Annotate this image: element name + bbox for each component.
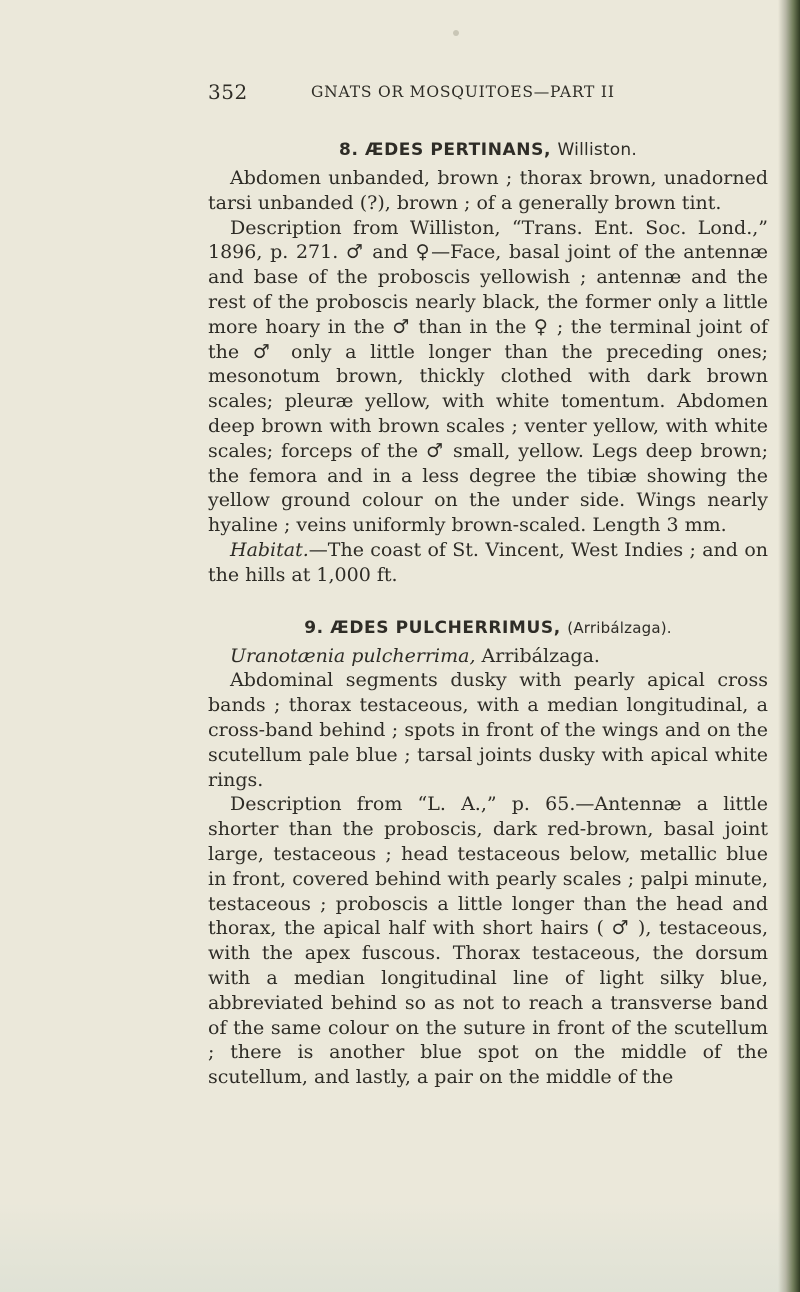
species-authority: (Arribálzaga). xyxy=(567,618,672,637)
page-edge-shadow xyxy=(778,0,800,1292)
diagnosis-paragraph: Abdominal segments dusky with pearly apical cross bands ; thorax testaceous, with a median longitudinal, a cross-band behind ; spots in front of the wings and on the scutellum pale blue ; tarsal joints dusky with apical white rings. xyxy=(208,669,768,791)
description-paragraph: Description from Williston, “Trans. Ent. Soc. Lond.,” 1896, p. 271. ♂ and ♀—Face, basal joint of the antennæ and base of the proboscis yellowish ; antennæ and the rest of the proboscis nearly black, the former only a little more hoary in the ♂ than in the ♀ ; the terminal joint of the ♂ only a little longer than the preceding ones; mesonotum brown, thickly clothed with dark brown scales; pleuræ yellow, with white tomentum. Abdomen deep brown with brown scales ; venter yellow, with white scales; forceps of the ♂ small, yellow. Legs deep brown; the femora and in a less degree the tibiæ showing the yellow ground colour on the under side. Wings nearly hyaline ; veins uniformly brown-scaled. Length 3 mm. xyxy=(208,216,768,537)
page-bottom-fade xyxy=(0,1202,800,1292)
habitat-label: Habitat. xyxy=(230,538,309,561)
page-number: 352 xyxy=(208,80,248,104)
species-name: ÆDES PERTINANS, xyxy=(365,140,552,160)
synonym-author: Arribálzaga. xyxy=(481,644,600,667)
paper-speck xyxy=(453,30,459,36)
running-title: GNATS OR MOSQUITOES—PART II xyxy=(311,83,615,101)
description-paragraph: Description from “L. A.,” p. 65.—Antennæ a little shorter than the proboscis, dark red-brown, basal joint large, testaceous ; head testaceous below, metallic blue in front, covered behind with pearly scales ; palpi minute, testaceous ; proboscis a little longer than the head and thorax, the apical half with short hairs ( ♂ ), testaceous, with the apex fuscous. Thorax testaceous, the dorsum with a median longitudinal line of light silky blue, abbreviated behind so as not to reach a transverse band of the same colour on the suture in front of the scutellum ; there is another blue spot on the middle of the scutellum, and lastly, a pair on the middle of the xyxy=(208,793,768,1089)
habitat-paragraph xyxy=(208,538,768,588)
species-heading-aedes-pulcherrimus xyxy=(208,616,768,640)
diagnosis-paragraph: Abdomen unbanded, brown ; thorax brown, unadorned tarsi unbanded (?), brown ; of a generally brown tint. xyxy=(208,167,768,214)
habitat-text: —The coast of St. Vincent, West Indies ; and on the hills at 1,000 ft. xyxy=(208,538,768,586)
species-name: ÆDES PULCHERRIMUS, xyxy=(330,617,561,638)
synonym-paragraph xyxy=(208,644,768,669)
running-head xyxy=(208,80,768,110)
species-authority: Williston. xyxy=(557,140,637,160)
species-number: 8. xyxy=(339,140,359,160)
synonym-name: Uranotænia pulcherrima, xyxy=(230,644,476,667)
species-heading-aedes-pertinans xyxy=(208,138,768,162)
body-text xyxy=(208,138,768,1090)
species-number: 9. xyxy=(304,617,324,638)
